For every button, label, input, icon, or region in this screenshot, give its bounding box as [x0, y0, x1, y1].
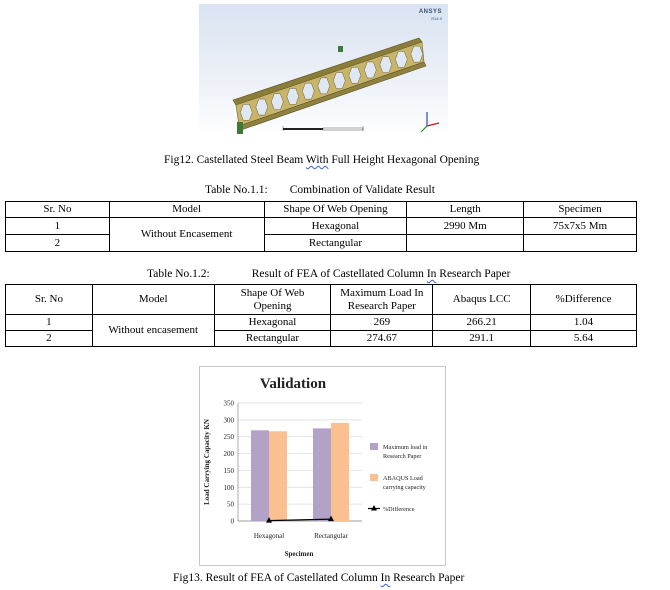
y-tick-label: 50: [227, 500, 234, 509]
legend-swatch: [370, 474, 378, 481]
header-length: Length: [407, 202, 524, 218]
y-tick-label: 350: [223, 399, 234, 408]
legend-label: carrying capacity: [383, 484, 426, 491]
header-sr-no: Sr. No: [6, 202, 110, 218]
table-row: 1 Without Encasement Hexagonal 2990 Mm 75x7x5 Mm: [6, 218, 637, 235]
model-cell: Without Encasement: [109, 218, 264, 252]
y-tick-label: 300: [223, 416, 234, 425]
table-1-2-title: Table No.1.2: Result of FEA of Castellated Column In Research Paper: [147, 268, 511, 280]
x-tick-label: Hexagonal: [253, 532, 285, 540]
legend-label: %Difference: [383, 506, 415, 513]
axis-triad-icon: [421, 112, 439, 132]
header-shape: Shape Of Web Opening: [214, 285, 331, 315]
bar-2: [269, 431, 287, 521]
bar-1: [251, 430, 269, 521]
y-tick-label: 200: [223, 450, 234, 459]
y-tick-label: 150: [223, 466, 234, 475]
spellcheck-word: In: [380, 572, 391, 584]
chart-svg: [200, 367, 445, 565]
header-model: Model: [92, 285, 214, 315]
y-tick-label: 250: [223, 433, 234, 442]
header-shape: Shape Of Web Opening: [264, 202, 407, 218]
legend-marker: [371, 505, 377, 511]
x-tick-label: Rectangular: [314, 532, 348, 540]
table-row: 2 Rectangular: [6, 235, 637, 252]
ansys-version: R14.0: [431, 16, 442, 21]
legend-swatch: [370, 443, 378, 450]
ansys-logo: ANSYS: [418, 9, 442, 15]
model-cell: Without encasement: [92, 315, 214, 347]
header-specimen: Specimen: [524, 202, 637, 218]
figure-12-beam-render: [199, 4, 448, 137]
chart-x-axis-label: Specimen: [284, 550, 314, 558]
table-row: 1 Without encasement Hexagonal 269 266.21 1.04: [6, 315, 637, 331]
table-1-1-title: Table No.1.1: Combination of Validate Result: [205, 184, 435, 196]
header-abaqus: Abaqus LCC: [433, 285, 531, 315]
header-sr-no: Sr. No: [6, 285, 93, 315]
header-difference: %Difference: [531, 285, 637, 315]
legend-label: ABAQUS Load: [383, 475, 423, 482]
validation-chart: [199, 366, 446, 566]
y-tick-label: 0: [230, 517, 234, 526]
table-1-2: [5, 284, 637, 347]
chart-title: Validation: [259, 376, 327, 392]
beam-model: [199, 4, 448, 137]
scale-bar: [283, 126, 363, 131]
y-tick-label: 100: [223, 483, 234, 492]
spellcheck-word: With: [305, 154, 329, 166]
header-max-load: Maximum Load In Research Paper: [331, 285, 433, 315]
table-row: 2 Rectangular 274.67 291.1 5.64: [6, 331, 637, 347]
legend-label: Maximum load in: [383, 444, 428, 451]
bar-2: [331, 423, 349, 521]
figure-12-caption: Fig12. Castellated Steel Beam With Full Height Hexagonal Opening: [164, 154, 480, 166]
bar-1: [313, 428, 331, 521]
table-1-1: [5, 201, 637, 252]
figure-13-caption: Fig13. Result of FEA of Castellated Column In Research Paper: [173, 572, 465, 584]
header-model: Model: [109, 202, 264, 218]
legend-label: Research Paper: [383, 453, 422, 460]
chart-y-axis-label: Load Carrying Capacity KN: [203, 419, 211, 505]
spellcheck-word: In: [426, 268, 437, 280]
